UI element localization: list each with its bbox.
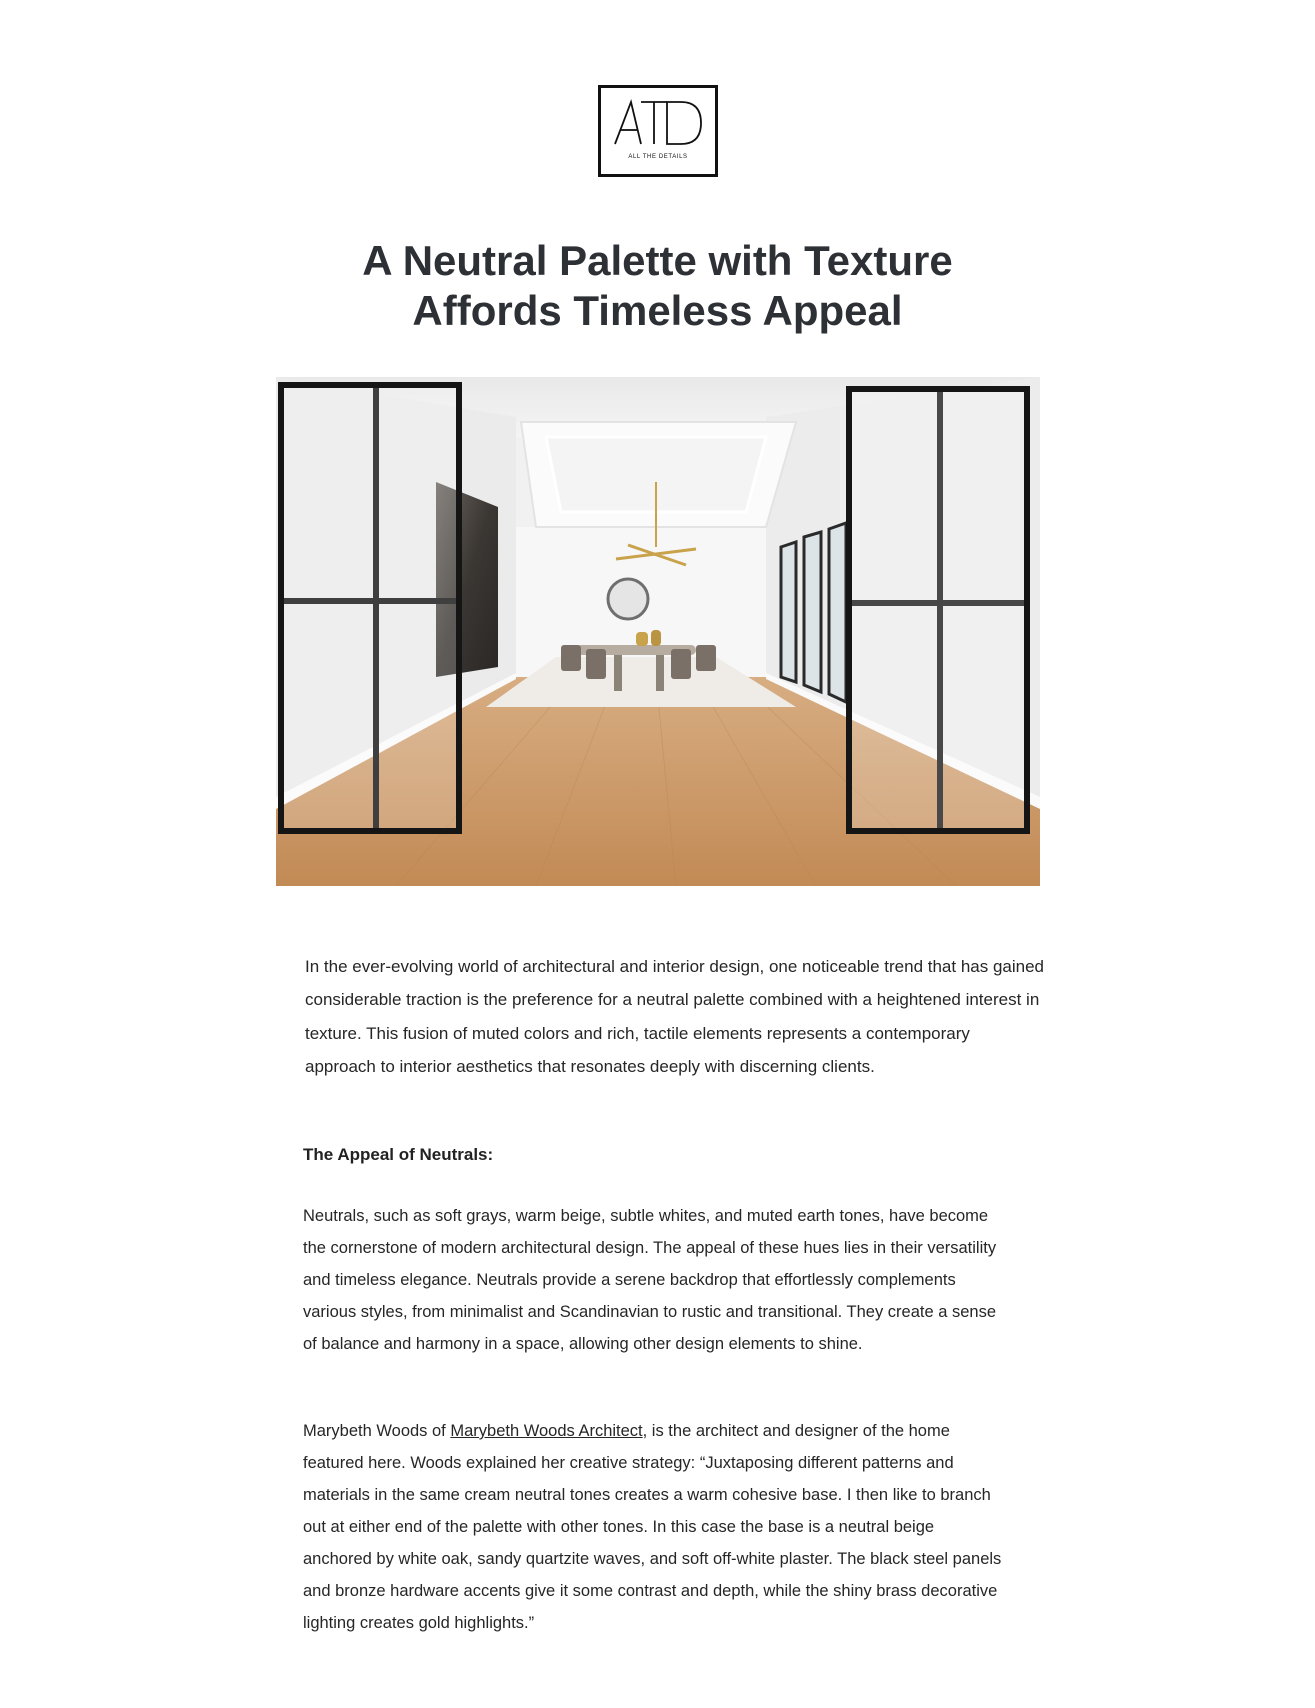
dining-room-photo bbox=[276, 377, 1040, 886]
architect-link[interactable]: Marybeth Woods Architect bbox=[450, 1422, 643, 1440]
title-line-2: Affords Timeless Appeal bbox=[412, 287, 903, 334]
intro-paragraph: In the ever-evolving world of architectural and interior design, one noticeable trend that has gained considerable traction is the preference for a neutral palette combined with a heightened interest in texture. This fusion of muted colors and rich, tactile elements represents a contemporary approach to interior aesthetics that resonates deeply with discerning clients. bbox=[305, 957, 1045, 1076]
neutrals-paragraph: Neutrals, such as soft grays, warm beige, subtle whites, and muted earth tones, have become the cornerstone of modern architectural design. The appeal of these hues lies in their versatility and timeless elegance. Neutrals provide a serene backdrop that effortlessly complements various styles, from minimalist and Scandinavian to rustic and transitional. They create a sense of balance and harmony in a space, allowing other design elements to shine. bbox=[303, 1207, 997, 1353]
woods-rest: , is the architect and designer of the home featured here. Woods explained her creative strategy: “Juxtaposing different patterns and materials in the same cream neutral tones creates a warm cohesive base. I then like to branch out at either end of the palette with other tones. In this case the base is a neutral beige anchored by white oak, sandy quartzite waves, and soft off-white plaster. The black steel panels and bronze hardware accents give it some contrast and depth, while the shiny brass decorative lighting creates gold highlights.” bbox=[303, 1422, 1002, 1632]
logo-tagline: ALL THE DETAILS bbox=[628, 154, 688, 160]
section-heading: The Appeal of Neutrals: bbox=[303, 1145, 494, 1164]
atd-logo bbox=[598, 85, 718, 177]
title-line-1: A Neutral Palette with Texture bbox=[362, 237, 953, 284]
woods-paragraph bbox=[303, 1415, 1003, 1639]
article-title bbox=[220, 236, 1095, 336]
woods-prefix: Marybeth Woods of bbox=[303, 1422, 451, 1440]
atd-logo-mark bbox=[601, 88, 715, 174]
